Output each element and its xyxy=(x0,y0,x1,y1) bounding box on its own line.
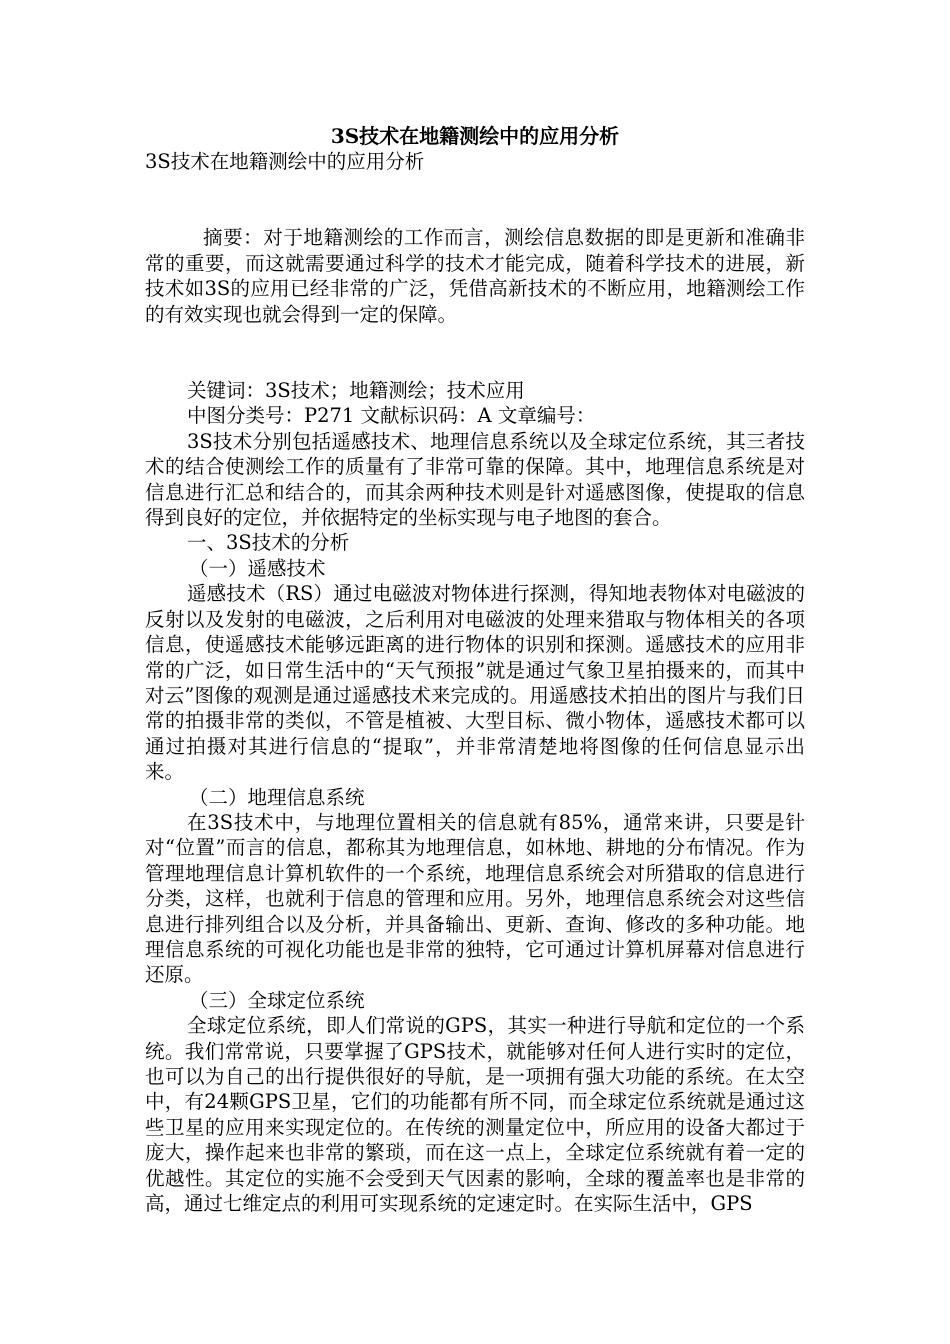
gps-paragraph: 全球定位系统，即人们常说的GPS，其实一种进行导航和定位的一个系统。我们常常说，只要掌握了GPS技术，就能够对任何人进行实时的定位，也可以为自己的出行提供很好的导航，是一项拥有强大功能的系统。在太空中，有24颗GPS卫星，它们的功能都有所不同，而全球定位系统就是通过这些卫星的应用来实现定位的。在传统的测量定位中，所应用的设备大都过于庞大，操作起来也非常的繁琐，而在这一点上，全球定位系统就有着一定的优越性。其定位的实施不会受到天气因素的影响，全球的覆盖率也是非常的高，通过七维定点的利用可实现系统的定速定时。在实际生活中，GPS xyxy=(145,1014,805,1216)
subsection-heading-gis: （二）地理信息系统 xyxy=(189,785,365,809)
intro-paragraph: 3S技术分别包括遥感技术、地理信息系统以及全球定位系统，其三者技术的结合使测绘工作的质量有了非常可靠的保障。其中，地理信息系统是对信息进行汇总和结合的，而其余两种技术则是针对遥感图像，使提取的信息得到良好的定位，并依据特定的坐标实现与电子地图的套合。 xyxy=(145,429,805,530)
gis-paragraph: 在3S技术中，与地理位置相关的信息就有85%，通常来讲，只要是针对“位置”而言的信息，都称其为地理信息，如林地、耕地的分布情况。作为管理地理信息计算机软件的一个系统，地理信息系统会对所猎取的信息进行分类，这样，也就利于信息的管理和应用。另外，地理信息系统会对这些信息进行排列组合以及分析，并具备输出、更新、查询、修改的多种功能。地理信息系统的可视化功能也是非常的独特，它可通过计算机屏幕对信息进行还原。 xyxy=(145,810,805,987)
subsection-heading-gps: （三）全球定位系统 xyxy=(189,988,365,1012)
spacer xyxy=(145,174,805,225)
classification-line: 中图分类号：P271 文献标识码：A 文章编号： xyxy=(187,404,596,428)
document-body xyxy=(145,124,805,1216)
spacer xyxy=(145,327,805,378)
abstract-paragraph: 摘要：对于地籍测绘的工作而言，测绘信息数据的即是更新和准确非常的重要，而这就需要通过科学的技术才能完成，随着科学技术的进展，新技术如3S的应用已经非常的广泛，凭借高新技术的不断应用，地籍测绘工作的有效实现也就会得到一定的保障。 xyxy=(145,226,805,326)
remote-sensing-paragraph: 遥感技术（RS）通过电磁波对物体进行探测，得知地表物体对电磁波的反射以及发射的电磁波，之后利用对电磁波的处理来猎取与物体相关的各项信息，使遥感技术能够远距离的进行物体的识别和探测。遥感技术的应用非常的广泛，如日常生活中的“天气预报”就是通过气象卫星拍摄来的，而其中对云”图像的观测是通过遥感技术来完成的。用遥感技术拍出的图片与我们日常的拍摄非常的类似，不管是植被、大型目标、微小物体，遥感技术都可以通过拍摄对其进行信息的“提取”，并非常清楚地将图像的任何信息显示出来。 xyxy=(145,582,805,784)
document-subtitle: 3S技术在地籍测绘中的应用分析 xyxy=(145,150,425,173)
section-heading-1: 一、3S技术的分析 xyxy=(187,531,350,555)
subsection-heading-remote-sensing: （一）遥感技术 xyxy=(189,556,326,580)
keywords-line: 关键词：3S技术；地籍测绘；技术应用 xyxy=(187,379,525,403)
page-title: 3S技术在地籍测绘中的应用分析 xyxy=(330,124,620,148)
